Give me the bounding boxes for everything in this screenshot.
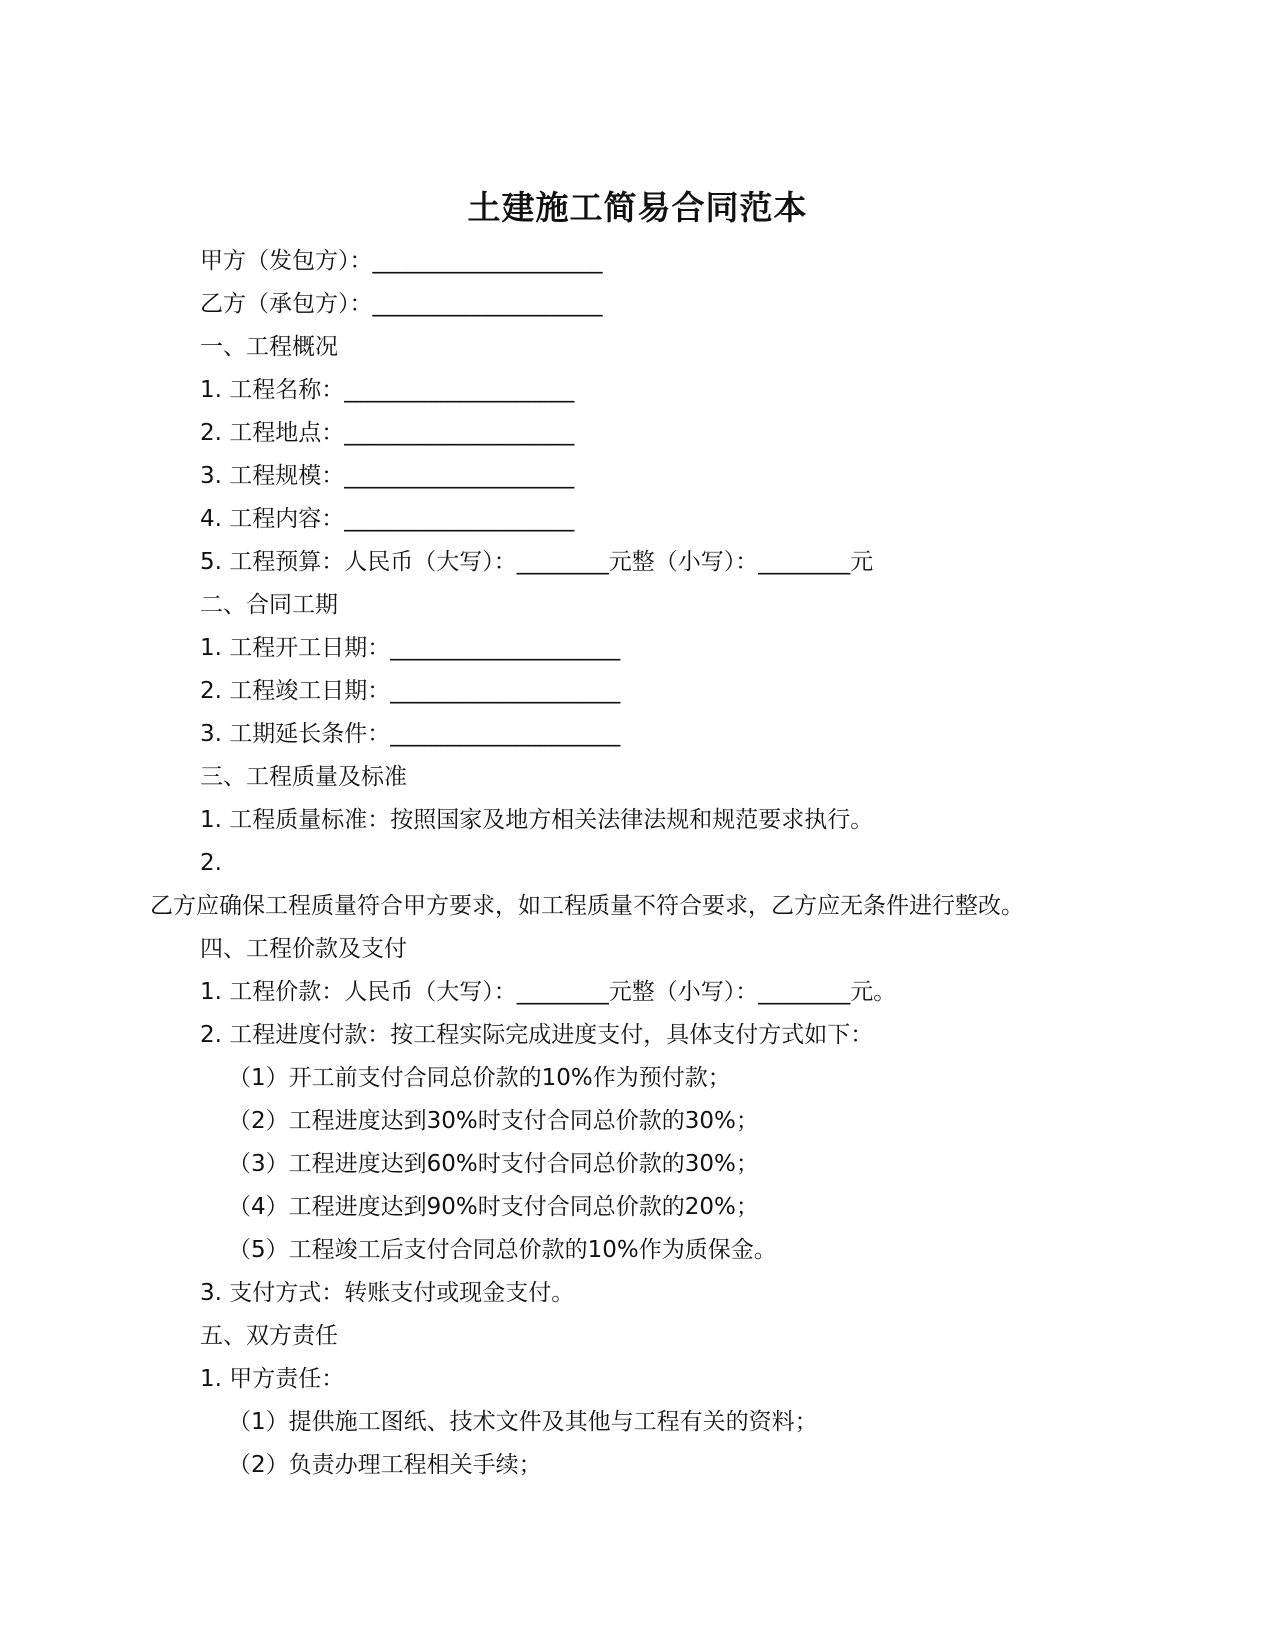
document-line: 4. 工程内容：____________________: [200, 506, 575, 532]
document-line: 五、双方责任: [200, 1323, 338, 1349]
document-line: 甲方（发包方）：____________________: [200, 248, 603, 274]
document-line: 1. 工程名称：____________________: [200, 377, 575, 403]
document-line: 2.: [200, 850, 222, 876]
document-line: 四、工程价款及支付: [200, 936, 407, 962]
document-title: 土建施工简易合同范本: [467, 188, 808, 227]
document-line: 3. 工期延长条件：____________________: [200, 721, 621, 747]
document-line: 5. 工程预算：人民币（大写）：________元整（小写）：________元: [200, 549, 874, 575]
document-line: 3. 工程规模：____________________: [200, 463, 575, 489]
document-line: 乙方应确保工程质量符合甲方要求，如工程质量不符合要求，乙方应无条件进行整改。: [150, 893, 1024, 919]
document-line: 二、合同工期: [200, 592, 338, 618]
document-line: （3）工程进度达到60%时支付合同总价款的30%；: [228, 1151, 759, 1177]
document-body: [0, 240, 1275, 1487]
document-line: 1. 工程开工日期：____________________: [200, 635, 621, 661]
document-line: 2. 工程竣工日期：____________________: [200, 678, 621, 704]
document-line: （1）提供施工图纸、技术文件及其他与工程有关的资料；: [228, 1409, 818, 1435]
document-line: 3. 支付方式：转账支付或现金支付。: [200, 1280, 575, 1306]
document-line: （2）负责办理工程相关手续；: [228, 1452, 542, 1478]
document-line: （4）工程进度达到90%时支付合同总价款的20%；: [228, 1194, 759, 1220]
document-line: 2. 工程进度付款：按工程实际完成进度支付，具体支付方式如下：: [200, 1022, 874, 1048]
document-line: （1）开工前支付合同总价款的10%作为预付款；: [228, 1065, 731, 1091]
document-line: 1. 工程质量标准：按照国家及地方相关法律法规和规范要求执行。: [200, 807, 874, 833]
document-line: （2）工程进度达到30%时支付合同总价款的30%；: [228, 1108, 759, 1134]
document-line: 2. 工程地点：____________________: [200, 420, 575, 446]
document-line: 一、工程概况: [200, 334, 338, 360]
document-line: （5）工程竣工后支付合同总价款的10%作为质保金。: [228, 1237, 777, 1263]
document-line: 三、工程质量及标准: [200, 764, 407, 790]
document-line: 乙方（承包方）：____________________: [200, 291, 603, 317]
document-line: 1. 工程价款：人民币（大写）：________元整（小写）：________元。: [200, 979, 897, 1005]
document-line: 1. 甲方责任：: [200, 1366, 345, 1392]
